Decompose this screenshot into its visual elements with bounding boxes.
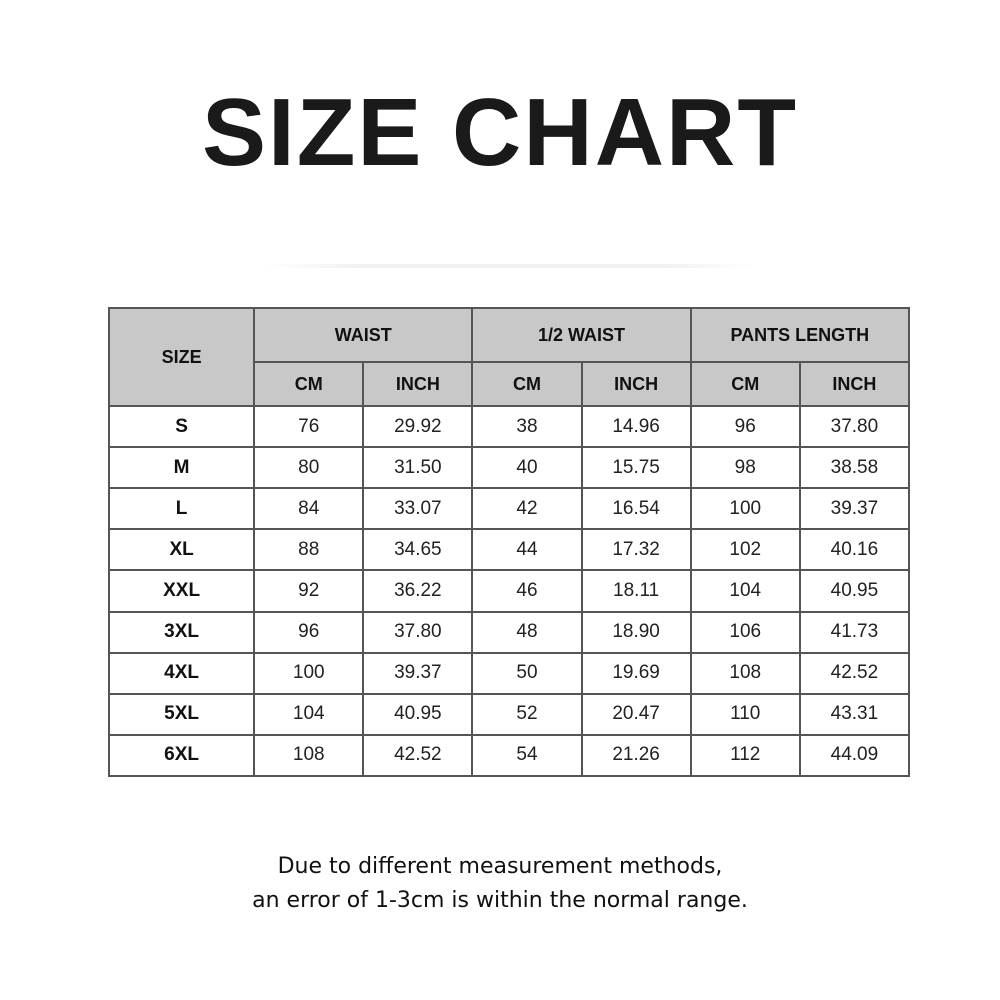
table-cell: 19.69 bbox=[582, 653, 691, 694]
table-cell: 20.47 bbox=[582, 694, 691, 735]
header-group-row bbox=[109, 308, 909, 362]
table-cell: 34.65 bbox=[363, 529, 472, 570]
table-cell: 36.22 bbox=[363, 570, 472, 611]
table-cell: 40.16 bbox=[800, 529, 909, 570]
table-cell: 44.09 bbox=[800, 735, 909, 776]
table-cell: 40.95 bbox=[800, 570, 909, 611]
page-title: SIZE CHART bbox=[202, 79, 798, 186]
unit-header: CM bbox=[472, 362, 581, 406]
table-cell: 106 bbox=[691, 612, 800, 653]
table-cell: 102 bbox=[691, 529, 800, 570]
table-cell: 14.96 bbox=[582, 406, 691, 447]
size-chart-table bbox=[108, 307, 910, 777]
unit-header: INCH bbox=[582, 362, 691, 406]
table-cell: 17.32 bbox=[582, 529, 691, 570]
table-cell: 37.80 bbox=[363, 612, 472, 653]
table-cell: 41.73 bbox=[800, 612, 909, 653]
table-cell: 42 bbox=[472, 488, 581, 529]
table-cell: 52 bbox=[472, 694, 581, 735]
table-cell: 18.11 bbox=[582, 570, 691, 611]
table-cell: 18.90 bbox=[582, 612, 691, 653]
table-cell: 29.92 bbox=[363, 406, 472, 447]
table-row bbox=[109, 735, 909, 776]
note-line-1: Due to different measurement methods, bbox=[277, 854, 723, 879]
table-cell: 43.31 bbox=[800, 694, 909, 735]
table-row bbox=[109, 488, 909, 529]
table-cell: 108 bbox=[254, 735, 363, 776]
size-label: L bbox=[109, 488, 254, 529]
table-cell: 98 bbox=[691, 447, 800, 488]
table-cell: 104 bbox=[254, 694, 363, 735]
note-line-2: an error of 1-3cm is within the normal range. bbox=[252, 888, 748, 913]
table-cell: 39.37 bbox=[363, 653, 472, 694]
size-label: XL bbox=[109, 529, 254, 570]
table-cell: 48 bbox=[472, 612, 581, 653]
table-cell: 21.26 bbox=[582, 735, 691, 776]
table-cell: 100 bbox=[691, 488, 800, 529]
group-header-half-waist: 1/2 WAIST bbox=[472, 308, 690, 362]
table-cell: 84 bbox=[254, 488, 363, 529]
table-row bbox=[109, 612, 909, 653]
table-cell: 33.07 bbox=[363, 488, 472, 529]
table-cell: 42.52 bbox=[363, 735, 472, 776]
table-row bbox=[109, 570, 909, 611]
table-cell: 46 bbox=[472, 570, 581, 611]
table-row bbox=[109, 447, 909, 488]
table-row bbox=[109, 406, 909, 447]
table-row bbox=[109, 529, 909, 570]
table-cell: 37.80 bbox=[800, 406, 909, 447]
size-label: XXL bbox=[109, 570, 254, 611]
table-cell: 50 bbox=[472, 653, 581, 694]
table-cell: 104 bbox=[691, 570, 800, 611]
table-cell: 54 bbox=[472, 735, 581, 776]
measurement-note bbox=[0, 850, 1000, 918]
table-row bbox=[109, 653, 909, 694]
table-cell: 96 bbox=[691, 406, 800, 447]
size-label: 6XL bbox=[109, 735, 254, 776]
table-cell: 31.50 bbox=[363, 447, 472, 488]
size-label: M bbox=[109, 447, 254, 488]
table-cell: 38.58 bbox=[800, 447, 909, 488]
unit-header: INCH bbox=[800, 362, 909, 406]
table-cell: 40 bbox=[472, 447, 581, 488]
size-header: SIZE bbox=[109, 308, 254, 406]
group-header-pants-length: PANTS LENGTH bbox=[691, 308, 909, 362]
table-cell: 16.54 bbox=[582, 488, 691, 529]
size-label: 4XL bbox=[109, 653, 254, 694]
divider bbox=[265, 264, 755, 268]
table-cell: 112 bbox=[691, 735, 800, 776]
table-cell: 42.52 bbox=[800, 653, 909, 694]
size-label: 5XL bbox=[109, 694, 254, 735]
unit-header: CM bbox=[254, 362, 363, 406]
unit-header: CM bbox=[691, 362, 800, 406]
table-cell: 80 bbox=[254, 447, 363, 488]
table-cell: 88 bbox=[254, 529, 363, 570]
table-row bbox=[109, 694, 909, 735]
table-cell: 39.37 bbox=[800, 488, 909, 529]
table-cell: 76 bbox=[254, 406, 363, 447]
size-rows bbox=[109, 406, 909, 776]
table-cell: 15.75 bbox=[582, 447, 691, 488]
table-cell: 40.95 bbox=[363, 694, 472, 735]
table-cell: 38 bbox=[472, 406, 581, 447]
group-header-waist: WAIST bbox=[254, 308, 472, 362]
unit-header: INCH bbox=[363, 362, 472, 406]
table-cell: 108 bbox=[691, 653, 800, 694]
table-cell: 96 bbox=[254, 612, 363, 653]
table-cell: 110 bbox=[691, 694, 800, 735]
table-cell: 92 bbox=[254, 570, 363, 611]
table-cell: 100 bbox=[254, 653, 363, 694]
size-label: S bbox=[109, 406, 254, 447]
size-label: 3XL bbox=[109, 612, 254, 653]
table-cell: 44 bbox=[472, 529, 581, 570]
